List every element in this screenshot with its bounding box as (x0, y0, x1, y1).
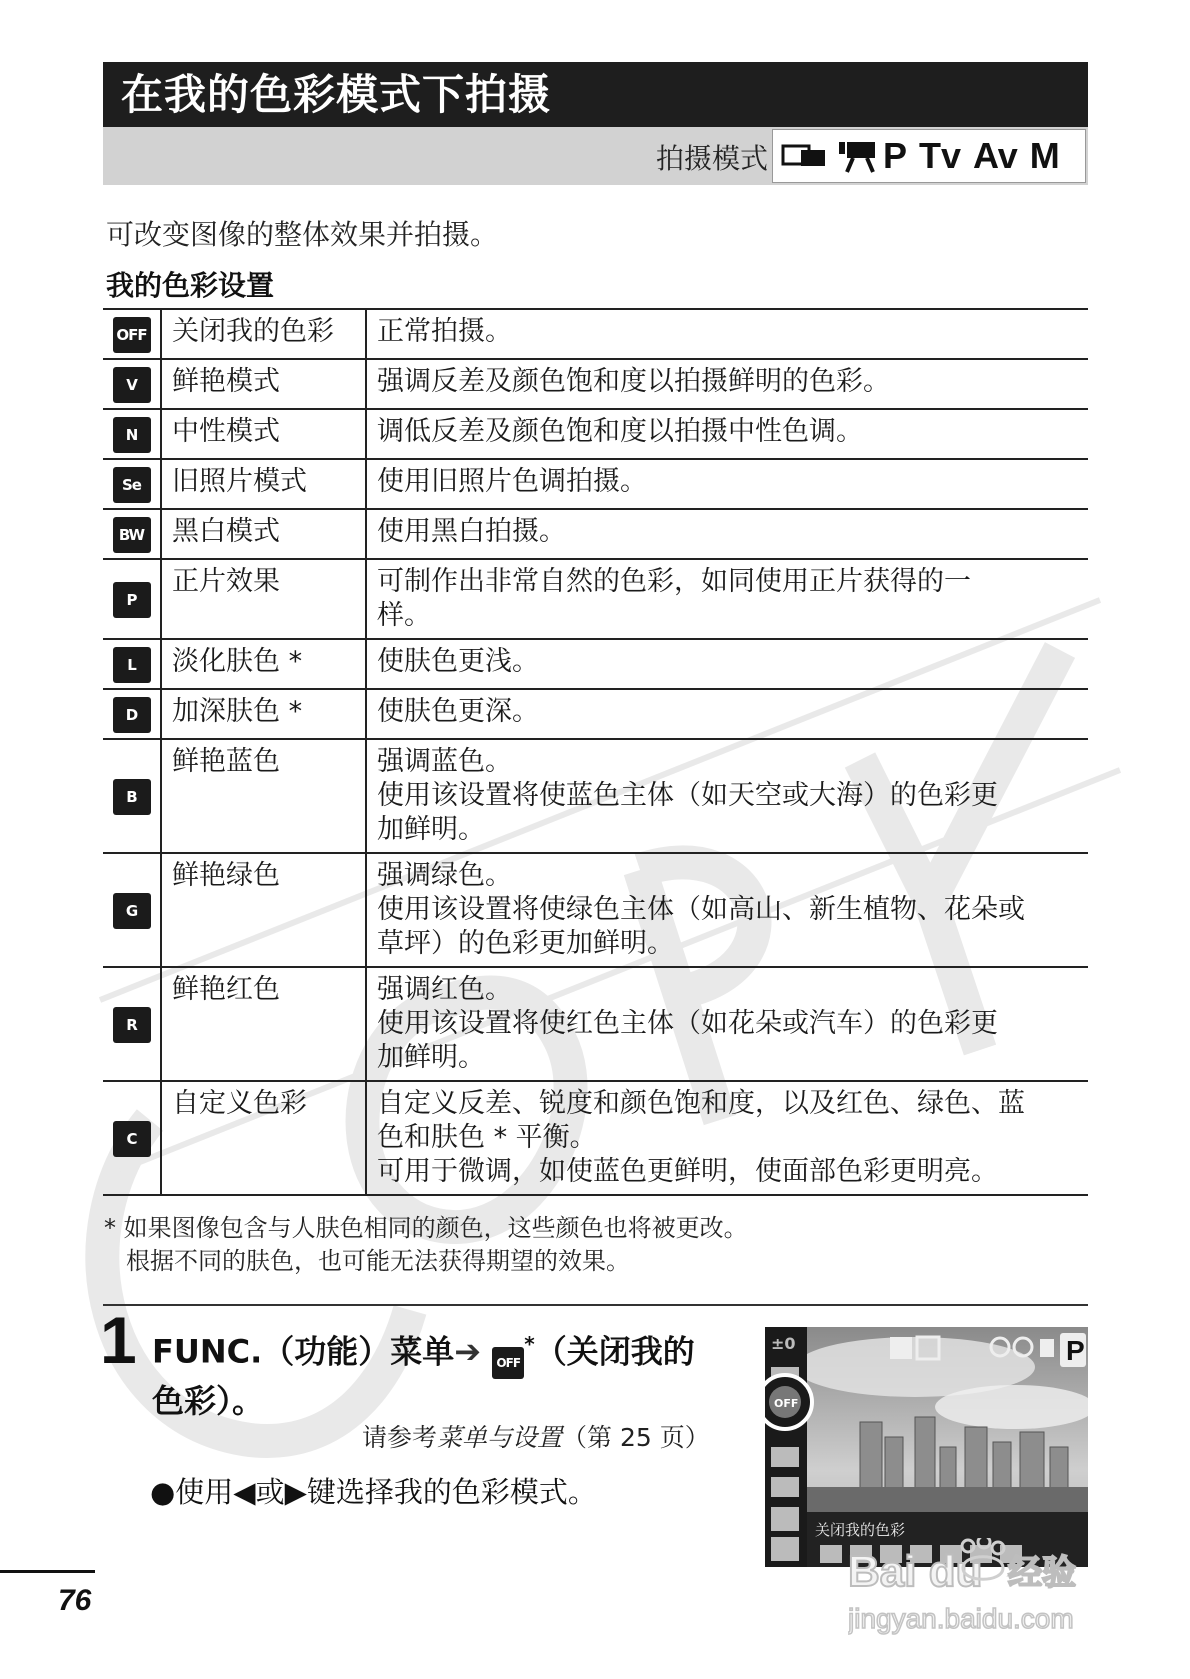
divider (103, 1304, 1088, 1306)
table-row (103, 689, 1088, 739)
setting-description (366, 309, 1088, 359)
setting-name: 淡化肤色 * (161, 639, 366, 689)
intro-text: 可改变图像的整体效果并拍摄。 (106, 218, 499, 251)
page-number: 76 (58, 1584, 92, 1617)
setting-name: 中性模式 (161, 409, 366, 459)
footnote (104, 1212, 748, 1278)
setting-icon-cell (103, 559, 161, 639)
ref-link: 菜单与设置 (437, 1423, 563, 1452)
setting-icon-cell (103, 459, 161, 509)
setting-description (366, 1081, 1088, 1195)
ref-prefix: 请参考 (362, 1423, 438, 1452)
step-instruction (152, 1322, 742, 1423)
description-line: 强调反差及颜色饱和度以拍摄鲜明的色彩。 (377, 366, 890, 397)
description-line: 使用黑白拍摄。 (377, 516, 566, 547)
setting-icon-cell (103, 739, 161, 853)
setting-name: 鲜艳红色 (161, 967, 366, 1081)
table-row (103, 459, 1088, 509)
setting-icon-cell (103, 967, 161, 1081)
setting-name: 关闭我的色彩 (161, 309, 366, 359)
movie-icon (837, 138, 877, 174)
bullet-instruction: ●使用◀或▶键选择我的色彩模式。 (150, 1475, 597, 1509)
setting-icon-cell (103, 359, 161, 409)
table-row (103, 639, 1088, 689)
watermark-url: jingyan.baidu.com (848, 1603, 1074, 1634)
setting-name: 自定义色彩 (161, 1081, 366, 1195)
lcd-ev: ±0 (771, 1334, 796, 1353)
section-title: 我的色彩设置 (106, 269, 275, 302)
setting-description (366, 967, 1088, 1081)
description-line: 调低反差及颜色饱和度以拍摄中性色调。 (377, 416, 863, 447)
description-line: 使用该设置将使绿色主体（如高山、新生植物、花朵或 (377, 894, 1025, 925)
table-row (103, 359, 1088, 409)
shooting-mode-bar (103, 127, 1088, 185)
setting-description (366, 409, 1088, 459)
watermark-logo-text: 经验 (1008, 1553, 1076, 1593)
setting-icon-cell (103, 639, 161, 689)
shooting-mode-label: 拍摄模式 (655, 142, 768, 175)
vivid-green-icon: G (113, 893, 151, 929)
mode-p: P (883, 135, 908, 176)
setting-name: 加深肤色 * (161, 689, 366, 739)
setting-description (366, 459, 1088, 509)
positive-film-icon: P (113, 582, 151, 618)
description-line: 使用旧照片色调拍摄。 (377, 466, 647, 497)
asterisk: * (524, 1332, 535, 1356)
footer-rule (0, 1570, 95, 1573)
setting-description (366, 639, 1088, 689)
setting-description (366, 559, 1088, 639)
setting-name: 鲜艳模式 (161, 359, 366, 409)
camera-lcd-preview (765, 1327, 1088, 1567)
mode-m: M (1029, 135, 1060, 176)
description-line: 使用该设置将使红色主体（如花朵或汽车）的色彩更 (377, 1008, 998, 1039)
custom-color-icon: C (113, 1121, 151, 1157)
footnote-line: 根据不同的肤色，也可能无法获得期望的效果。 (126, 1247, 630, 1275)
table-row (103, 1081, 1088, 1195)
table-row (103, 559, 1088, 639)
shooting-mode-icons (772, 129, 1086, 183)
table-row (103, 739, 1088, 853)
setting-icon-cell (103, 309, 161, 359)
setting-icon-cell (103, 689, 161, 739)
vivid-blue-icon: B (113, 779, 151, 815)
table-row (103, 967, 1088, 1081)
my-colors-off-icon: OFF (492, 1347, 524, 1379)
step-number: 1 (100, 1303, 137, 1377)
my-colors-table (103, 308, 1088, 1196)
mode-tv: Tv (919, 135, 962, 176)
lcd-mode: P (1066, 1335, 1085, 1366)
description-line: 强调绿色。 (377, 860, 512, 891)
stitch-assist-icon (781, 140, 829, 172)
description-line: 使肤色更深。 (377, 696, 539, 727)
description-line: 可用于微调，如使蓝色更鲜明，使面部色彩更明亮。 (377, 1156, 998, 1187)
setting-icon-cell (103, 1081, 161, 1195)
step-text-off: （关闭我的 (534, 1332, 695, 1371)
description-line: 使用该设置将使蓝色主体（如天空或大海）的色彩更 (377, 780, 998, 811)
description-line: 正常拍摄。 (377, 316, 512, 347)
reference-note (362, 1418, 710, 1454)
table-row (103, 509, 1088, 559)
footnote-line: * 如果图像包含与人肤色相同的颜色，这些颜色也将被更改。 (104, 1214, 748, 1242)
setting-icon-cell (103, 853, 161, 967)
darker-skin-icon: D (113, 697, 151, 733)
setting-name: 旧照片模式 (161, 459, 366, 509)
setting-name: 鲜艳绿色 (161, 853, 366, 967)
lighter-skin-icon: L (113, 647, 151, 683)
setting-description (366, 739, 1088, 853)
table-row (103, 409, 1088, 459)
arrow-icon: ➔ (454, 1332, 482, 1371)
setting-description (366, 689, 1088, 739)
table-row (103, 309, 1088, 359)
vivid-red-icon: R (113, 1007, 151, 1043)
setting-name: 黑白模式 (161, 509, 366, 559)
lcd-caption: 关闭我的色彩 (815, 1521, 906, 1539)
sepia-icon: Se (113, 467, 151, 503)
description-line: 加鲜明。 (377, 1042, 485, 1073)
description-line: 强调红色。 (377, 974, 512, 1005)
description-line: 色和肤色 * 平衡。 (377, 1122, 597, 1153)
description-line: 强调蓝色。 (377, 746, 512, 777)
setting-description (366, 509, 1088, 559)
table-row (103, 853, 1088, 967)
mode-av: Av (973, 135, 1018, 176)
vivid-icon: V (113, 367, 151, 403)
setting-icon-cell (103, 509, 161, 559)
lcd-scene (765, 1327, 1088, 1567)
setting-description (366, 359, 1088, 409)
setting-description (366, 853, 1088, 967)
svg-text:OFF: OFF (774, 1397, 799, 1410)
svg-text:Bai du: Bai du (848, 1547, 983, 1596)
setting-name: 鲜艳蓝色 (161, 739, 366, 853)
description-line: 可制作出非常自然的色彩，如同使用正片获得的一 (377, 566, 971, 597)
page-title: 在我的色彩模式下拍摄 (103, 62, 1088, 127)
black-white-icon: BW (113, 517, 151, 553)
description-line: 使肤色更浅。 (377, 646, 539, 677)
description-line: 样。 (377, 600, 431, 631)
setting-icon-cell (103, 409, 161, 459)
my-colors-off-icon: OFF (113, 317, 151, 353)
ref-suffix: （第 25 页） (562, 1423, 710, 1452)
setting-name: 正片效果 (161, 559, 366, 639)
step-text-colors: 色彩）。 (152, 1381, 265, 1420)
description-line: 自定义反差、锐度和颜色饱和度，以及红色、绿色、蓝 (377, 1088, 1025, 1119)
description-line: 草坪）的色彩更加鲜明。 (377, 928, 674, 959)
description-line: 加鲜明。 (377, 814, 485, 845)
neutral-icon: N (113, 417, 151, 453)
step-text-func: FUNC.（功能）菜单 (152, 1332, 455, 1371)
